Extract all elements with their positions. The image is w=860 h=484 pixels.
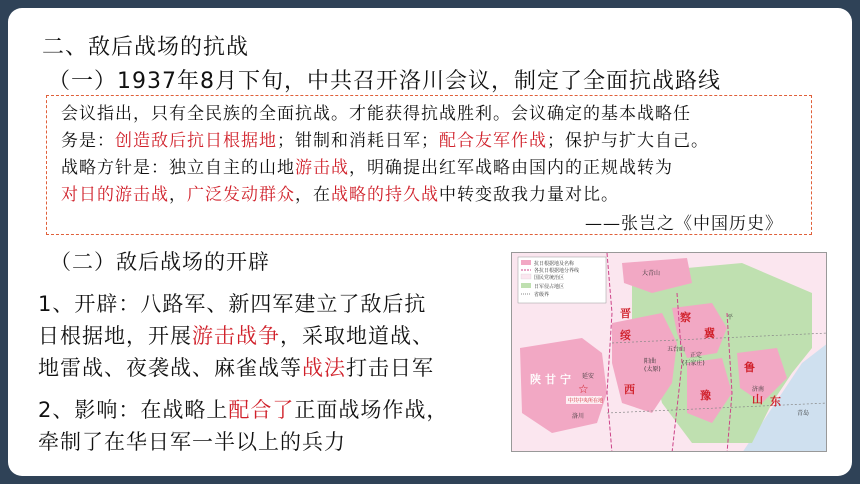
region-label: 陕 — [530, 373, 541, 386]
body-run: 打击日军 — [346, 356, 434, 380]
base-areas-map — [511, 252, 827, 452]
legend-label: 各抗日根据地分界线 — [534, 268, 580, 274]
region-label: 山 — [752, 393, 763, 406]
special-label: 中共中央所在地 — [568, 398, 604, 404]
star-icon: ☆ — [578, 382, 589, 396]
quote-text: 战略方针是：独立自主的山地 — [61, 158, 295, 178]
region-label: 宁 — [560, 373, 571, 386]
city-label: (石家庄) — [682, 360, 705, 367]
highlight-text: 战略的持久战 — [331, 185, 439, 205]
region-label: 西 — [624, 383, 635, 396]
point1-line1: 1、开辟：八路军、新四军建立了敌后抗 — [38, 292, 427, 316]
slide — [8, 8, 852, 476]
section-title: 二、敌后战场的抗战 — [42, 35, 250, 60]
region-label: 冀 — [704, 327, 715, 340]
city-label: (太原) — [644, 366, 661, 373]
highlight-text: 配合了 — [228, 398, 295, 422]
body-run: 2、影响：在战略上 — [38, 398, 229, 422]
legend-swatch-japanese — [521, 283, 531, 288]
highlight-text: 战法 — [302, 356, 346, 380]
region-label: 晋 — [620, 307, 631, 320]
highlight-text: 广泛发动群众 — [187, 185, 295, 205]
quote-text: 中转变敌我力量对比。 — [439, 185, 619, 205]
body-run: ，采取地道战、 — [280, 324, 434, 348]
body-run: 地雷战、夜袭战、麻雀战等 — [38, 356, 302, 380]
city-label: 济南 — [752, 386, 765, 393]
legend-label: 国民党统治区 — [534, 275, 565, 281]
highlight-text: 游击战争 — [192, 324, 280, 348]
subsection-title-opening: （二）敌后战场的开辟 — [50, 250, 270, 274]
region-label: 甘 — [545, 373, 556, 386]
quote-line-1: 会议指出，只有全民族的全面抗战。才能获得抗战胜利。会议确定的基本战略任 — [61, 104, 691, 124]
city-label: 洛川 — [572, 413, 585, 420]
highlight-text: 配合友军作战 — [439, 131, 547, 151]
city-label: 五台山 — [667, 346, 686, 353]
quote-line-4 — [61, 182, 801, 209]
point1-line3 — [38, 352, 508, 384]
city-label: 正定 — [690, 352, 703, 359]
region-label: 东 — [770, 395, 781, 408]
region-label: 豫 — [700, 389, 711, 402]
legend-swatch-kmt — [521, 274, 531, 279]
quote-text: ，在 — [295, 185, 331, 205]
quote-line-3 — [61, 155, 801, 182]
highlight-text: 游击战 — [295, 158, 349, 178]
city-label: 青岛 — [797, 410, 810, 417]
region-label: 察 — [680, 311, 691, 324]
quote-text: ；钳制和消耗日军； — [277, 131, 439, 151]
region-label: 鲁 — [744, 361, 755, 374]
point2-line1 — [38, 394, 508, 426]
city-label: 平 — [727, 314, 734, 321]
point2-line2: 牵制了在华日军一半以上的兵力 — [38, 430, 346, 454]
region-label: 绥 — [620, 329, 631, 342]
legend-label: 省级界 — [534, 292, 550, 298]
map-svg — [512, 253, 827, 452]
quote-text: ，明确提出红军战略由国内的正规战转为 — [349, 158, 673, 178]
legend-swatch-base — [521, 260, 531, 265]
quote-box — [46, 95, 812, 235]
quote-line-2 — [61, 128, 801, 155]
quote-text: 务是： — [61, 131, 115, 151]
body-run: 正面战场作战， — [294, 398, 449, 422]
body-run: 日根据地，开展 — [38, 324, 192, 348]
highlight-text: 创造敌后抗日根据地 — [115, 131, 277, 151]
highlight-text: 对日的游击战 — [61, 185, 169, 205]
body-text — [38, 288, 508, 458]
city-label: 延安 — [582, 373, 595, 380]
city-label: 阳曲 — [644, 358, 657, 365]
legend-label: 抗日根据地及名称 — [534, 261, 575, 267]
quote-text: ， — [169, 185, 187, 205]
point1-line2 — [38, 320, 508, 352]
subsection-title-luochuan: （一）1937年8月下旬，中共召开洛川会议，制定了全面抗战路线 — [48, 69, 721, 94]
city-label: 大青山 — [642, 270, 661, 277]
quote-source: ——张岂之《中国历史》 — [585, 214, 783, 234]
legend-label: 日军侵占地区 — [534, 284, 565, 290]
quote-text: ；保护与扩大自己。 — [547, 131, 709, 151]
